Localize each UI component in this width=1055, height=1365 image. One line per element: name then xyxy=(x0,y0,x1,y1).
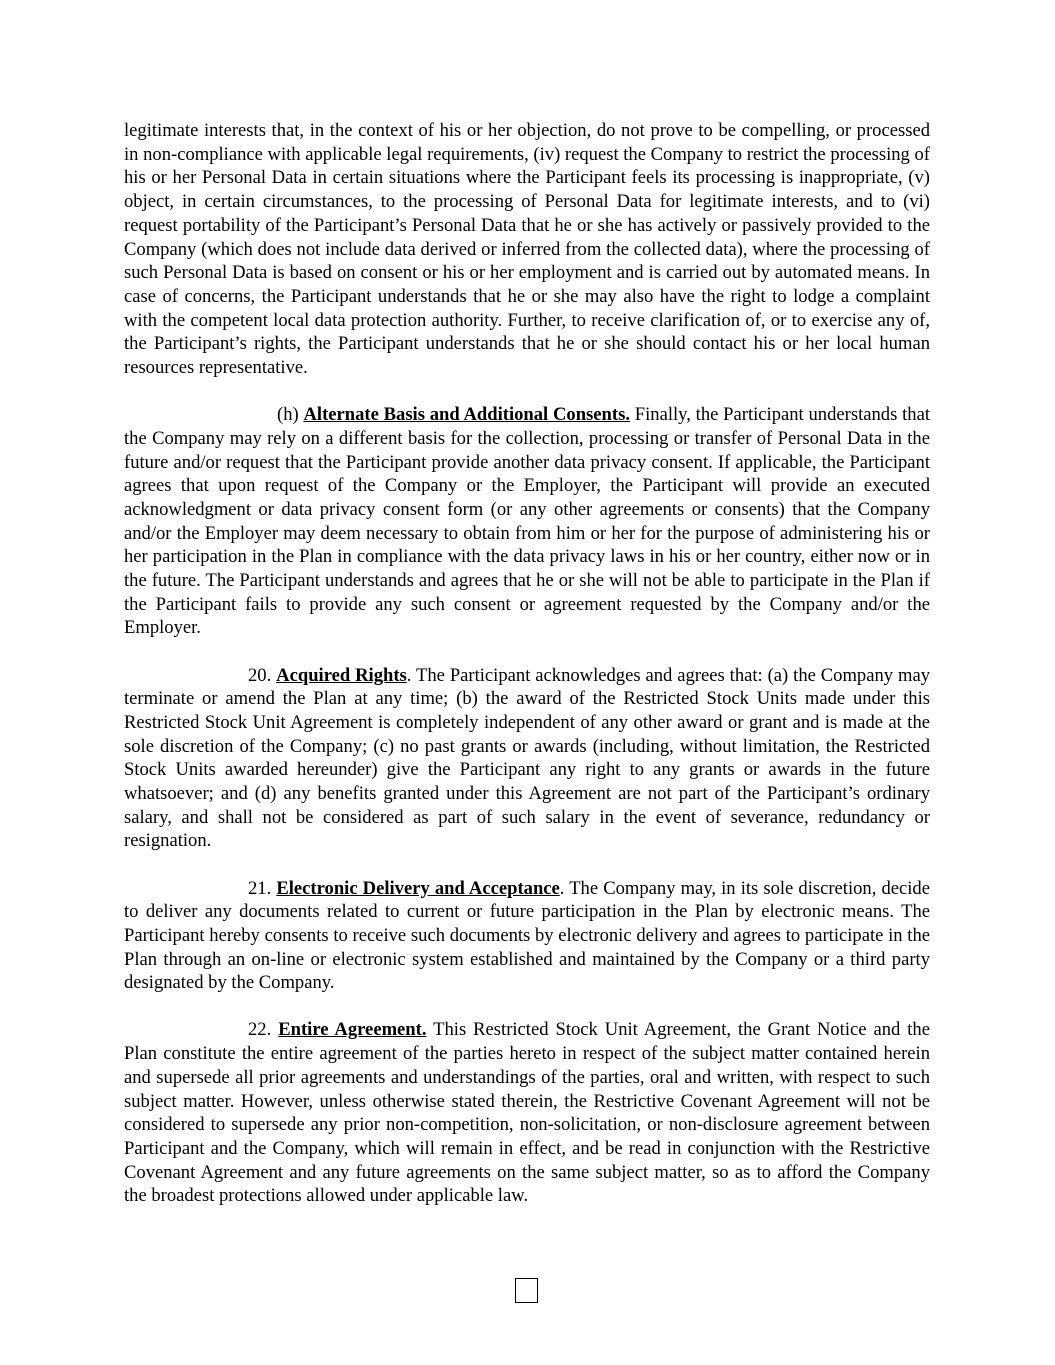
section-heading xyxy=(303,404,630,425)
section-21-paragraph xyxy=(124,877,930,996)
section-heading xyxy=(278,1019,426,1040)
section-body: Finally, the Participant understands that the Company may rely on a different basis for the collection, processing or transfer of Personal Data in the future and/or request that the Participant provide another data privacy consent. If applicable, the Participant agrees that upon request of the Company or the Employer, the Participant will provide an executed acknowledgment or data privacy consent form (or any other agreements or consents) that the Company and/or the Employer may deem necessary to obtain from him or her for the purpose of administering his or her participation in the Plan in compliance with the data privacy laws in his or her country, either now or in the future. The Participant understands and agrees that he or she will not be able to participate in the Plan if the Participant fails to provide any such consent or agreement requested by the Company and/or the Employer. xyxy=(124,404,930,639)
section-h-paragraph xyxy=(124,403,930,640)
section-heading-text: Alternate Basis and Additional Consents xyxy=(303,404,626,426)
document-page xyxy=(124,119,930,1208)
page-number-box xyxy=(515,1278,538,1303)
section-heading xyxy=(276,878,559,899)
section-heading-text: Entire Agreement xyxy=(278,1019,422,1041)
section-number: (h) xyxy=(277,404,299,426)
section-number: 21. xyxy=(248,877,272,899)
section-body: . The Participant acknowledges and agrees that: (a) the Company may terminate or amend the Plan at any time; (b) the award of the Restricted Stock Units made under this Restricted Stock Unit Agreement is completely independent of any other award or grant and is made at the sole discretion of the Company; (c) no past grants or awards (including, without limitation, the Restricted Stock Units awarded hereunder) give the Participant any right to any grants or awards in the future whatsoever; and (d) any benefits granted under this Agreement are not part of the Participant’s ordinary salary, and shall not be considered as part of such salary in the event of severance, redundancy or resignation. xyxy=(124,664,930,852)
section-20-paragraph xyxy=(124,664,930,854)
continuation-paragraph: legitimate interests that, in the context of his or her objection, do not prove to be compelling, or processed in non-compliance with applicable legal requirements, (iv) request the Company to restrict the processing of his or her Personal Data in certain situations where the Participant feels its processing is inappropriate, (v) object, in certain circumstances, to the processing of Personal Data for legitimate interests, and to (vi) request portability of the Participant’s Personal Data that he or she has actively or passively provided to the Company (which does not include data derived or inferred from the collected data), where the processing of such Personal Data is based on consent or his or her employment and is carried out by automated means. In case of concerns, the Participant understands that he or she may also have the right to lodge a complaint with the competent local data protection authority. Further, to receive clarification of, or to exercise any of, the Participant’s rights, the Participant understands that he or she should contact his or her local human resources representative. xyxy=(124,120,930,379)
section-number: 20. xyxy=(248,664,272,686)
section-body: This Restricted Stock Unit Agreement, the Grant Notice and the Plan constitute the entire agreement of the parties hereto in respect of the subject matter contained herein and supersede all prior agreements and understandings of the parties, oral and written, with respect to such subject matter. However, unless otherwise stated therein, the Restrictive Covenant Agreement will not be considered to supersede any prior non-competition, non-solicitation, or non-disclosure agreement between Participant and the Company, which will remain in effect, and be read in conjunction with the Restrictive Covenant Agreement and any future agreements on the same subject matter, so as to afford the Company the broadest protections allowed under applicable law. xyxy=(124,1019,930,1207)
section-body: . The Company may, in its sole discretion, decide to deliver any documents related to current or future participation in the Plan by electronic means. The Participant hereby consents to receive such documents by electronic delivery and agrees to participate in the Plan through an on-line or electronic system established and maintained by the Company or a third party designated by the Company. xyxy=(124,877,930,994)
section-heading-text: Electronic Delivery and Acceptance xyxy=(276,877,560,899)
section-number: 22. xyxy=(248,1019,272,1041)
section-heading-text: Acquired Rights xyxy=(276,664,407,686)
section-22-paragraph xyxy=(124,1018,930,1208)
section-heading-punct: . xyxy=(421,1019,427,1041)
section-heading xyxy=(276,665,407,686)
section-heading-punct: . xyxy=(625,404,630,426)
